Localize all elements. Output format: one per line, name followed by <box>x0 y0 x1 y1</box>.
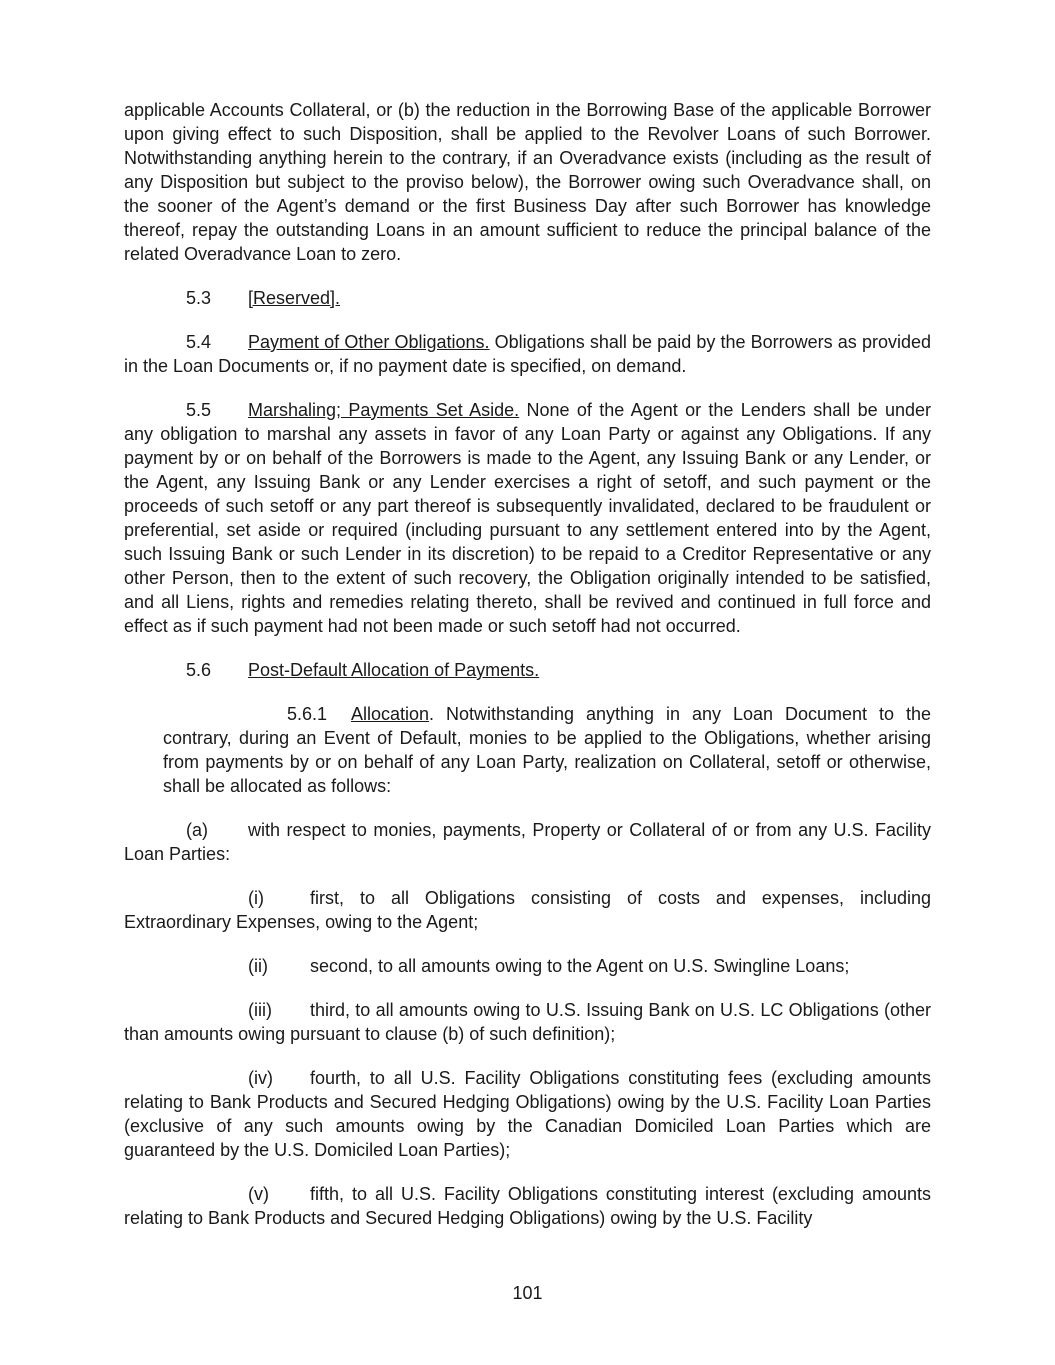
section-5-6-1 <box>163 702 931 798</box>
section-number: 5.5 <box>186 400 212 420</box>
clause-body: third, to all amounts owing to U.S. Issuing Bank on U.S. LC Obligations (other than amounts owing pursuant to clause (b) of such definition); <box>124 1000 931 1044</box>
section-body: None of the Agent or the Lenders shall be under any obligation to marshal any assets in favor of any Loan Party or against any Obligations. If any payment by or on behalf of the Borrowers is made to the Agent, any Issuing Bank or any Lender, or the Agent, any Issuing Bank or any Lender exercises a right of setoff, and such payment or the proceeds of such setoff or any part thereof is subsequently invalidated, declared to be fraudulent or preferential, set aside or required (including pursuant to any settlement entered into by the Agent, such Issuing Bank or such Lender in its discretion) to be repaid to a Creditor Representative or any other Person, then to the extent of such recovery, the Obligation originally intended to be satisfied, and all Liens, rights and remedies relating thereto, shall be revived and continued in full force and effect as if such payment had not been made or such setoff had not occurred. <box>124 400 931 636</box>
clause-number: (iii) <box>248 1000 272 1020</box>
clause-v <box>124 1182 931 1230</box>
clause-body: fourth, to all U.S. Facility Obligations constituting fees (excluding amounts relating to Bank Products and Secured Hedging Obligations) owing by the U.S. Facility Loan Parties (exclusive of any such amounts owing by the Canadian Domiciled Loan Parties which are guaranteed by the U.S. Domiciled Loan Parties); <box>124 1068 931 1160</box>
clause-iv <box>124 1066 931 1162</box>
clause-body: first, to all Obligations consisting of costs and expenses, including Extraordinary Expenses, owing to the Agent; <box>124 888 931 932</box>
section-title: Payment of Other Obligations. <box>248 332 490 352</box>
section-5-5 <box>124 398 931 638</box>
section-title: [Reserved]. <box>248 288 341 308</box>
clause-ii <box>124 954 931 978</box>
section-number: 5.4 <box>186 332 212 352</box>
section-number: 5.6 <box>186 660 212 680</box>
section-title: Post-Default Allocation of Payments. <box>248 660 540 680</box>
clause-body: second, to all amounts owing to the Agent on U.S. Swingline Loans; <box>310 956 850 976</box>
clause-a <box>124 818 931 866</box>
page-number: 101 <box>512 1283 543 1303</box>
section-5-6 <box>124 658 931 682</box>
clause-body: fifth, to all U.S. Facility Obligations constituting interest (excluding amounts relating to Bank Products and Secured Hedging Obligations) owing by the U.S. Facility <box>124 1184 931 1228</box>
clause-body: with respect to monies, payments, Property or Collateral of or from any U.S. Facility Loan Parties: <box>124 820 931 864</box>
clause-i <box>124 886 931 934</box>
subsection-body: . Notwithstanding anything in any Loan Document to the contrary, during an Event of Default, monies to be applied to the Obligations, whether arising from payments by or on behalf of any Loan Party, realization on Collateral, setoff or otherwise, shall be allocated as follows: <box>163 704 931 796</box>
clause-number: (a) <box>186 820 208 840</box>
paragraph-continuation: applicable Accounts Collateral, or (b) the reduction in the Borrowing Base of the applicable Borrower upon giving effect to such Disposition, shall be applied to the Revolver Loans of such Borrower. Notwithstanding anything herein to the contrary, if an Overadvance exists (including as the result of any Disposition but subject to the proviso below), the Borrower owing such Overadvance shall, on the sooner of the Agent’s demand or the first Business Day after such Borrower has knowledge thereof, repay the outstanding Loans in an amount sufficient to reduce the principal balance of the related Overadvance Loan to zero. <box>124 100 931 264</box>
clause-iii <box>124 998 931 1046</box>
section-number: 5.3 <box>186 288 212 308</box>
clause-number: (ii) <box>248 956 268 976</box>
document-page <box>124 98 931 1230</box>
clause-number: (v) <box>248 1184 269 1204</box>
subsection-title: Allocation <box>350 704 430 724</box>
section-5-3 <box>124 286 931 310</box>
section-title: Marshaling; Payments Set Aside. <box>248 400 520 420</box>
section-body: Obligations shall be paid by the Borrowers as provided in the Loan Documents or, if no payment date is specified, on demand. <box>124 332 931 376</box>
clause-number: (i) <box>248 888 264 908</box>
subsection-number: 5.6.1 <box>287 704 328 724</box>
clause-number: (iv) <box>248 1068 273 1088</box>
section-5-4 <box>124 330 931 378</box>
